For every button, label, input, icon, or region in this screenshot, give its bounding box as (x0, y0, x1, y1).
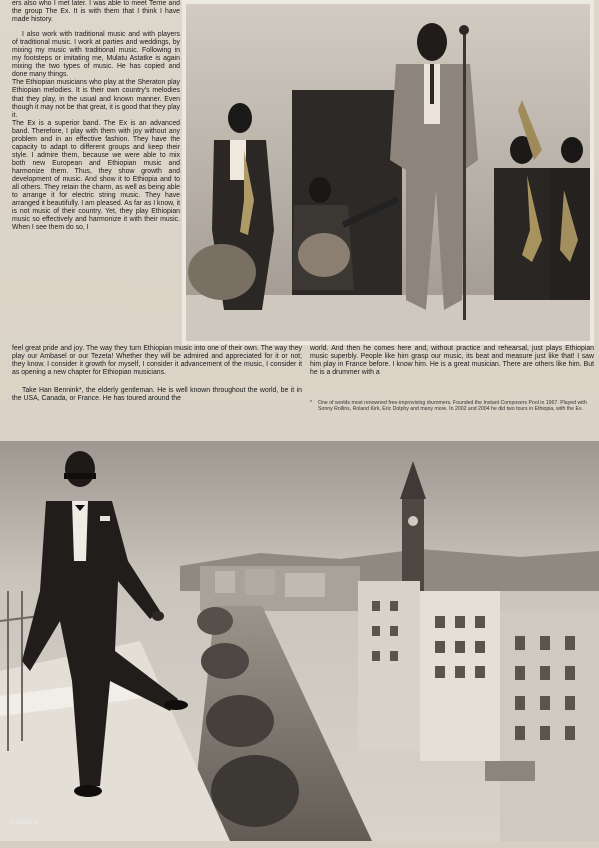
city-photo-image (0, 441, 599, 841)
paragraph: Take Han Bennink*, the elderly gentleman. He is well known throughout the world, be it in the USA, Canada, or France. He has toured around the (12, 387, 302, 403)
paragraph: ers also who I met later. I was able to meet Terrie and the group The Ex. It is with them that I think I have made history. (12, 0, 180, 24)
footnote-text: One of worlds most renowned free-improvising drummers. Founded the Instant Composers Pool in 1967. Played with Sonny Rollins, Roland Kirk, Eric Dolphy and many more. In 2002 and 2004 he did two tours in Ethiopia, with the Ex. (318, 400, 587, 413)
page-footer: In Addis 1 (10, 820, 38, 826)
paragraph: The Ex is a superior band. The Ex is an advanced band. Therefore, I play with them with joy without any problem and in an effective fashion. They have the capacity to adapt to different groups and keep their style. I admire them, because we were able to mix both new European and Ethiopian music and harmonize them. Thus, they show growth and development of music. And show it to Ethiopia and to all others. They retain the charm, as well as being able to arrange it for electric string music. They have arranged it beautifully. I am pleased. As far as I know, it is not music of their country. Yet, they play Ethiopian music so effectively and harmonize it with their music. When I see them do so, I (12, 119, 181, 232)
wide-text-block (12, 345, 302, 410)
paragraph: world. And then he comes here and, without practice and rehearsal, just plays Ethiopian music superbly. People like him grasp our music, its beat and measure just like that! I saw him play in France before. I know him. He is a great musician. There are others like him. But he is a drummer with a (310, 345, 594, 377)
city-photo (0, 441, 599, 841)
paragraph: The Ethiopian musicians who play at the Sheraton play Ethiopian melodies. It is their own country's melodies that they play, in the usual and known manner. Even though it may not be that great, it is good that they play it. (12, 79, 180, 119)
footnote-marker: * (310, 400, 313, 406)
paragraph: I also work with traditional music and with players of traditional music. I work at parties and weddings, by mixing my music with traditional music. Following in my footsteps or imitating me, Mulatu Astatke is again mixing the two types of music. He has copied and done many things. (12, 31, 180, 79)
band-photo (182, 0, 594, 345)
footnote (310, 400, 594, 413)
paragraph: feel great pride and joy. The way they turn Ethiopian music into one of their own. The way they play our Ambasel or our Tezeta! Whether they will be admired and appreciated for it or not; they know. I consider it growth for myself, I consider it advancement of the music, I consider it as opening a new chapter for Ethiopian musicians. (12, 345, 302, 377)
right-text-block (310, 345, 594, 377)
left-text-column (12, 0, 180, 232)
band-photo-image (182, 0, 594, 345)
